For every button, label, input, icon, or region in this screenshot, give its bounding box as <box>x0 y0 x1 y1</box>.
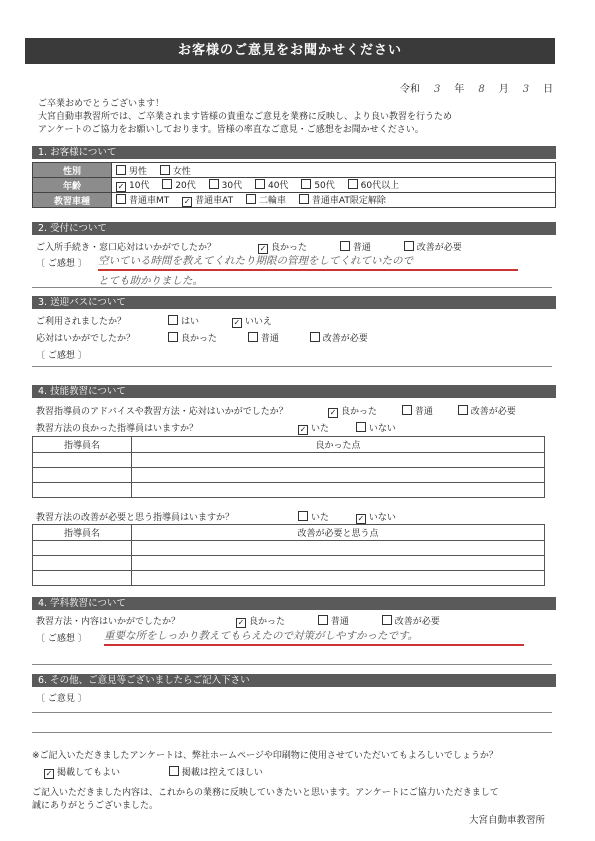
option-yes[interactable]: ✓ いた <box>299 424 330 434</box>
checkbox-icon[interactable] <box>310 332 320 342</box>
checkbox-checked-icon[interactable]: ✓ <box>183 197 191 206</box>
checkbox-icon[interactable] <box>318 615 328 625</box>
improve-instructor-options <box>298 510 406 524</box>
table-row[interactable] <box>33 571 545 586</box>
table-row[interactable] <box>33 541 545 556</box>
age-options <box>112 178 556 193</box>
lecture-question: 教習方法・内容はいかがでしたか？ <box>36 617 181 627</box>
option-50s[interactable]: 50代 <box>301 178 334 191</box>
red-underline <box>104 644 524 646</box>
checkbox-checked-icon[interactable]: ✓ <box>299 425 307 434</box>
profile-table <box>32 162 556 208</box>
option-at-limit[interactable]: 普通車AT限定解除 <box>299 193 386 206</box>
checkbox-icon[interactable] <box>255 179 265 189</box>
checkbox-icon[interactable] <box>298 511 308 521</box>
section1-title: 1. お客様について <box>32 146 556 159</box>
vehicle-label: 教習車種 <box>33 193 112 208</box>
section3-title: 3. 送迎バスについて <box>32 296 556 309</box>
checkbox-icon[interactable] <box>116 194 126 204</box>
option-10s[interactable]: ✓ 10代 <box>117 181 150 191</box>
section4-title: 4. 技能教習について <box>32 385 556 398</box>
option-yes[interactable]: はい <box>168 314 199 327</box>
checkbox-icon[interactable] <box>116 165 126 175</box>
option-60plus[interactable]: 60代以上 <box>348 178 399 191</box>
option-30s[interactable]: 30代 <box>209 178 242 191</box>
bus-comment-label: 〔 ご感想 〕 <box>36 351 87 361</box>
checkbox-checked-icon[interactable]: ✓ <box>357 514 365 523</box>
col-good-points: 良かった点 <box>132 437 545 453</box>
checkbox-checked-icon[interactable]: ✓ <box>259 244 267 253</box>
reception-comment-label: 〔 ご感想 〕 <box>36 259 87 269</box>
table-row[interactable] <box>33 468 545 483</box>
comment-line <box>32 287 552 288</box>
checkbox-checked-icon[interactable]: ✓ <box>45 769 53 778</box>
option-male[interactable]: 男性 <box>116 164 147 177</box>
skill-advice-question: 教習指導員のアドバイスや教習方法・応対はいかがでしたか？ <box>36 407 288 417</box>
table-row[interactable] <box>33 453 545 468</box>
footer-line1: ご記入いただきました内容は、これからの業務に反映していきたいと思います。アンケートにご協力いただきまして <box>32 788 499 798</box>
skill-advice-options <box>328 404 526 418</box>
age-label: 年齢 <box>33 178 112 193</box>
vehicle-row <box>33 193 556 208</box>
option-20s[interactable]: 20代 <box>162 178 195 191</box>
option-40s[interactable]: 40代 <box>255 178 288 191</box>
col-instructor-name: 指導員名 <box>33 437 132 453</box>
checkbox-checked-icon[interactable]: ✓ <box>233 318 241 327</box>
improve-instructor-table <box>32 524 545 586</box>
reception-comment-line1[interactable]: 空いている時間を教えてくれたり期限の管理をしてくれていたので <box>98 255 413 267</box>
checkbox-icon[interactable] <box>162 179 172 189</box>
option-improve[interactable]: 改善が必要 <box>310 331 368 344</box>
option-allow[interactable]: ✓ 掲載してもよい <box>45 768 121 778</box>
gender-row <box>33 163 556 178</box>
bus-used-options <box>168 314 282 328</box>
reception-options <box>258 240 472 254</box>
option-improve[interactable]: 改善が必要 <box>458 404 516 417</box>
option-no[interactable]: ✓ いない <box>357 513 396 523</box>
option-no[interactable]: ✓ いいえ <box>233 317 272 327</box>
good-instructor-question: 教習方法の良かった指導員はいますか？ <box>36 424 199 434</box>
checkbox-icon[interactable] <box>340 241 350 251</box>
improve-instructor-question: 教習方法の改善が必要と思う指導員はいますか？ <box>36 513 235 523</box>
option-normal[interactable]: 普通 <box>402 404 433 417</box>
date-field: 令和 3 年 8 月 3 日 <box>400 80 553 95</box>
lecture-comment[interactable]: 重要な所をしっかり教えてもらえたので対策がしやすかったです。 <box>104 630 419 642</box>
section5-title: 4. 学科教習について <box>32 597 556 610</box>
lecture-options <box>236 614 450 628</box>
table-row[interactable] <box>33 483 545 498</box>
bus-used-question: ご利用されましたか？ <box>36 317 127 327</box>
section6-title: 6. その他、ご意見等ございましたらご記入下さい <box>32 674 556 687</box>
option-deny[interactable]: 掲載は控えてほしい <box>169 765 263 778</box>
col-instructor-name: 指導員名 <box>33 525 132 541</box>
bus-service-question: 応対はいかがでしたか？ <box>36 334 136 344</box>
option-normal[interactable]: 普通 <box>318 614 349 627</box>
option-normal[interactable]: 普通 <box>248 331 279 344</box>
checkbox-icon[interactable] <box>402 405 412 415</box>
option-good[interactable]: ✓ 良かった <box>259 243 308 253</box>
reception-question: ご入所手続き・窓口応対はいかがでしたか？ <box>36 243 217 253</box>
option-female[interactable]: 女性 <box>160 164 191 177</box>
checkbox-icon[interactable] <box>168 332 178 342</box>
footer-line2: 誠にありがとうございました。 <box>32 801 159 811</box>
intro-text: ご卒業おめでとうございます！ 大宮自動車教習所では、ご卒業されます皆様の貴重なご意見を業務に反映し、より良い教習を行うため アンケートのご協力をお願いしております。皆様の率直なご意見・ご感想をお聞かせください。 <box>38 99 453 135</box>
option-improve[interactable]: 改善が必要 <box>404 240 462 253</box>
date-era: 令和 <box>400 84 420 95</box>
page-title: お客様のご意見をお聞かせください <box>25 38 555 64</box>
checkbox-icon[interactable] <box>248 332 258 342</box>
checkbox-icon[interactable] <box>169 766 179 776</box>
permission-question: ※ご記入いただきましたアンケートは、弊社ホームページや印刷物に使用させていただいてもよろしいでしょうか？ <box>32 751 498 761</box>
checkbox-icon[interactable] <box>246 194 256 204</box>
checkbox-checked-icon[interactable]: ✓ <box>329 408 337 417</box>
section2-title: 2. 受付について <box>32 222 556 235</box>
lecture-comment-label: 〔 ご感想 〕 <box>36 634 87 644</box>
gender-options <box>112 163 556 178</box>
opinion-label: 〔 ご意見 〕 <box>36 694 87 704</box>
option-no[interactable]: いない <box>356 421 396 434</box>
comment-line <box>32 732 552 733</box>
reception-comment-line2[interactable]: とても助かりました。 <box>98 275 203 287</box>
good-instructor-table <box>32 436 545 498</box>
checkbox-icon[interactable] <box>299 194 309 204</box>
checkbox-checked-icon[interactable]: ✓ <box>117 182 125 191</box>
date-day[interactable]: 3 <box>522 84 530 95</box>
checkbox-icon[interactable] <box>404 241 414 251</box>
red-underline <box>98 269 518 271</box>
vehicle-options <box>112 193 556 208</box>
option-yes[interactable]: いた <box>298 510 329 523</box>
checkbox-icon[interactable] <box>160 165 170 175</box>
option-improve[interactable]: 改善が必要 <box>382 614 440 627</box>
company-name: 大宮自動車教習所 <box>468 815 545 826</box>
age-row <box>33 178 556 193</box>
checkbox-icon[interactable] <box>168 315 178 325</box>
bus-service-options <box>168 331 378 344</box>
date-month[interactable]: 8 <box>478 84 485 95</box>
checkbox-icon[interactable] <box>209 179 219 189</box>
gender-label: 性別 <box>33 163 112 178</box>
option-bike[interactable]: 二輪車 <box>246 193 286 206</box>
comment-line <box>32 366 552 367</box>
comment-line <box>32 664 552 665</box>
option-normal[interactable]: 普通 <box>340 240 371 253</box>
checkbox-icon[interactable] <box>301 179 311 189</box>
comment-line <box>32 712 552 713</box>
checkbox-icon[interactable] <box>458 405 468 415</box>
option-good[interactable]: 良かった <box>168 331 217 344</box>
option-at[interactable]: ✓ 普通車AT <box>183 196 234 206</box>
option-good[interactable]: ✓ 良かった <box>329 407 378 417</box>
option-mt[interactable]: 普通車MT <box>116 193 169 206</box>
checkbox-checked-icon[interactable]: ✓ <box>237 618 245 627</box>
date-year[interactable]: 3 <box>434 84 441 95</box>
checkbox-icon[interactable] <box>356 422 366 432</box>
option-good[interactable]: ✓ 良かった <box>237 617 286 627</box>
checkbox-icon[interactable] <box>382 615 392 625</box>
table-row[interactable] <box>33 556 545 571</box>
checkbox-icon[interactable] <box>348 179 358 189</box>
good-instructor-options <box>298 421 406 435</box>
col-improve-points: 改善が必要と思う点 <box>132 525 545 541</box>
permission-options <box>44 765 273 779</box>
